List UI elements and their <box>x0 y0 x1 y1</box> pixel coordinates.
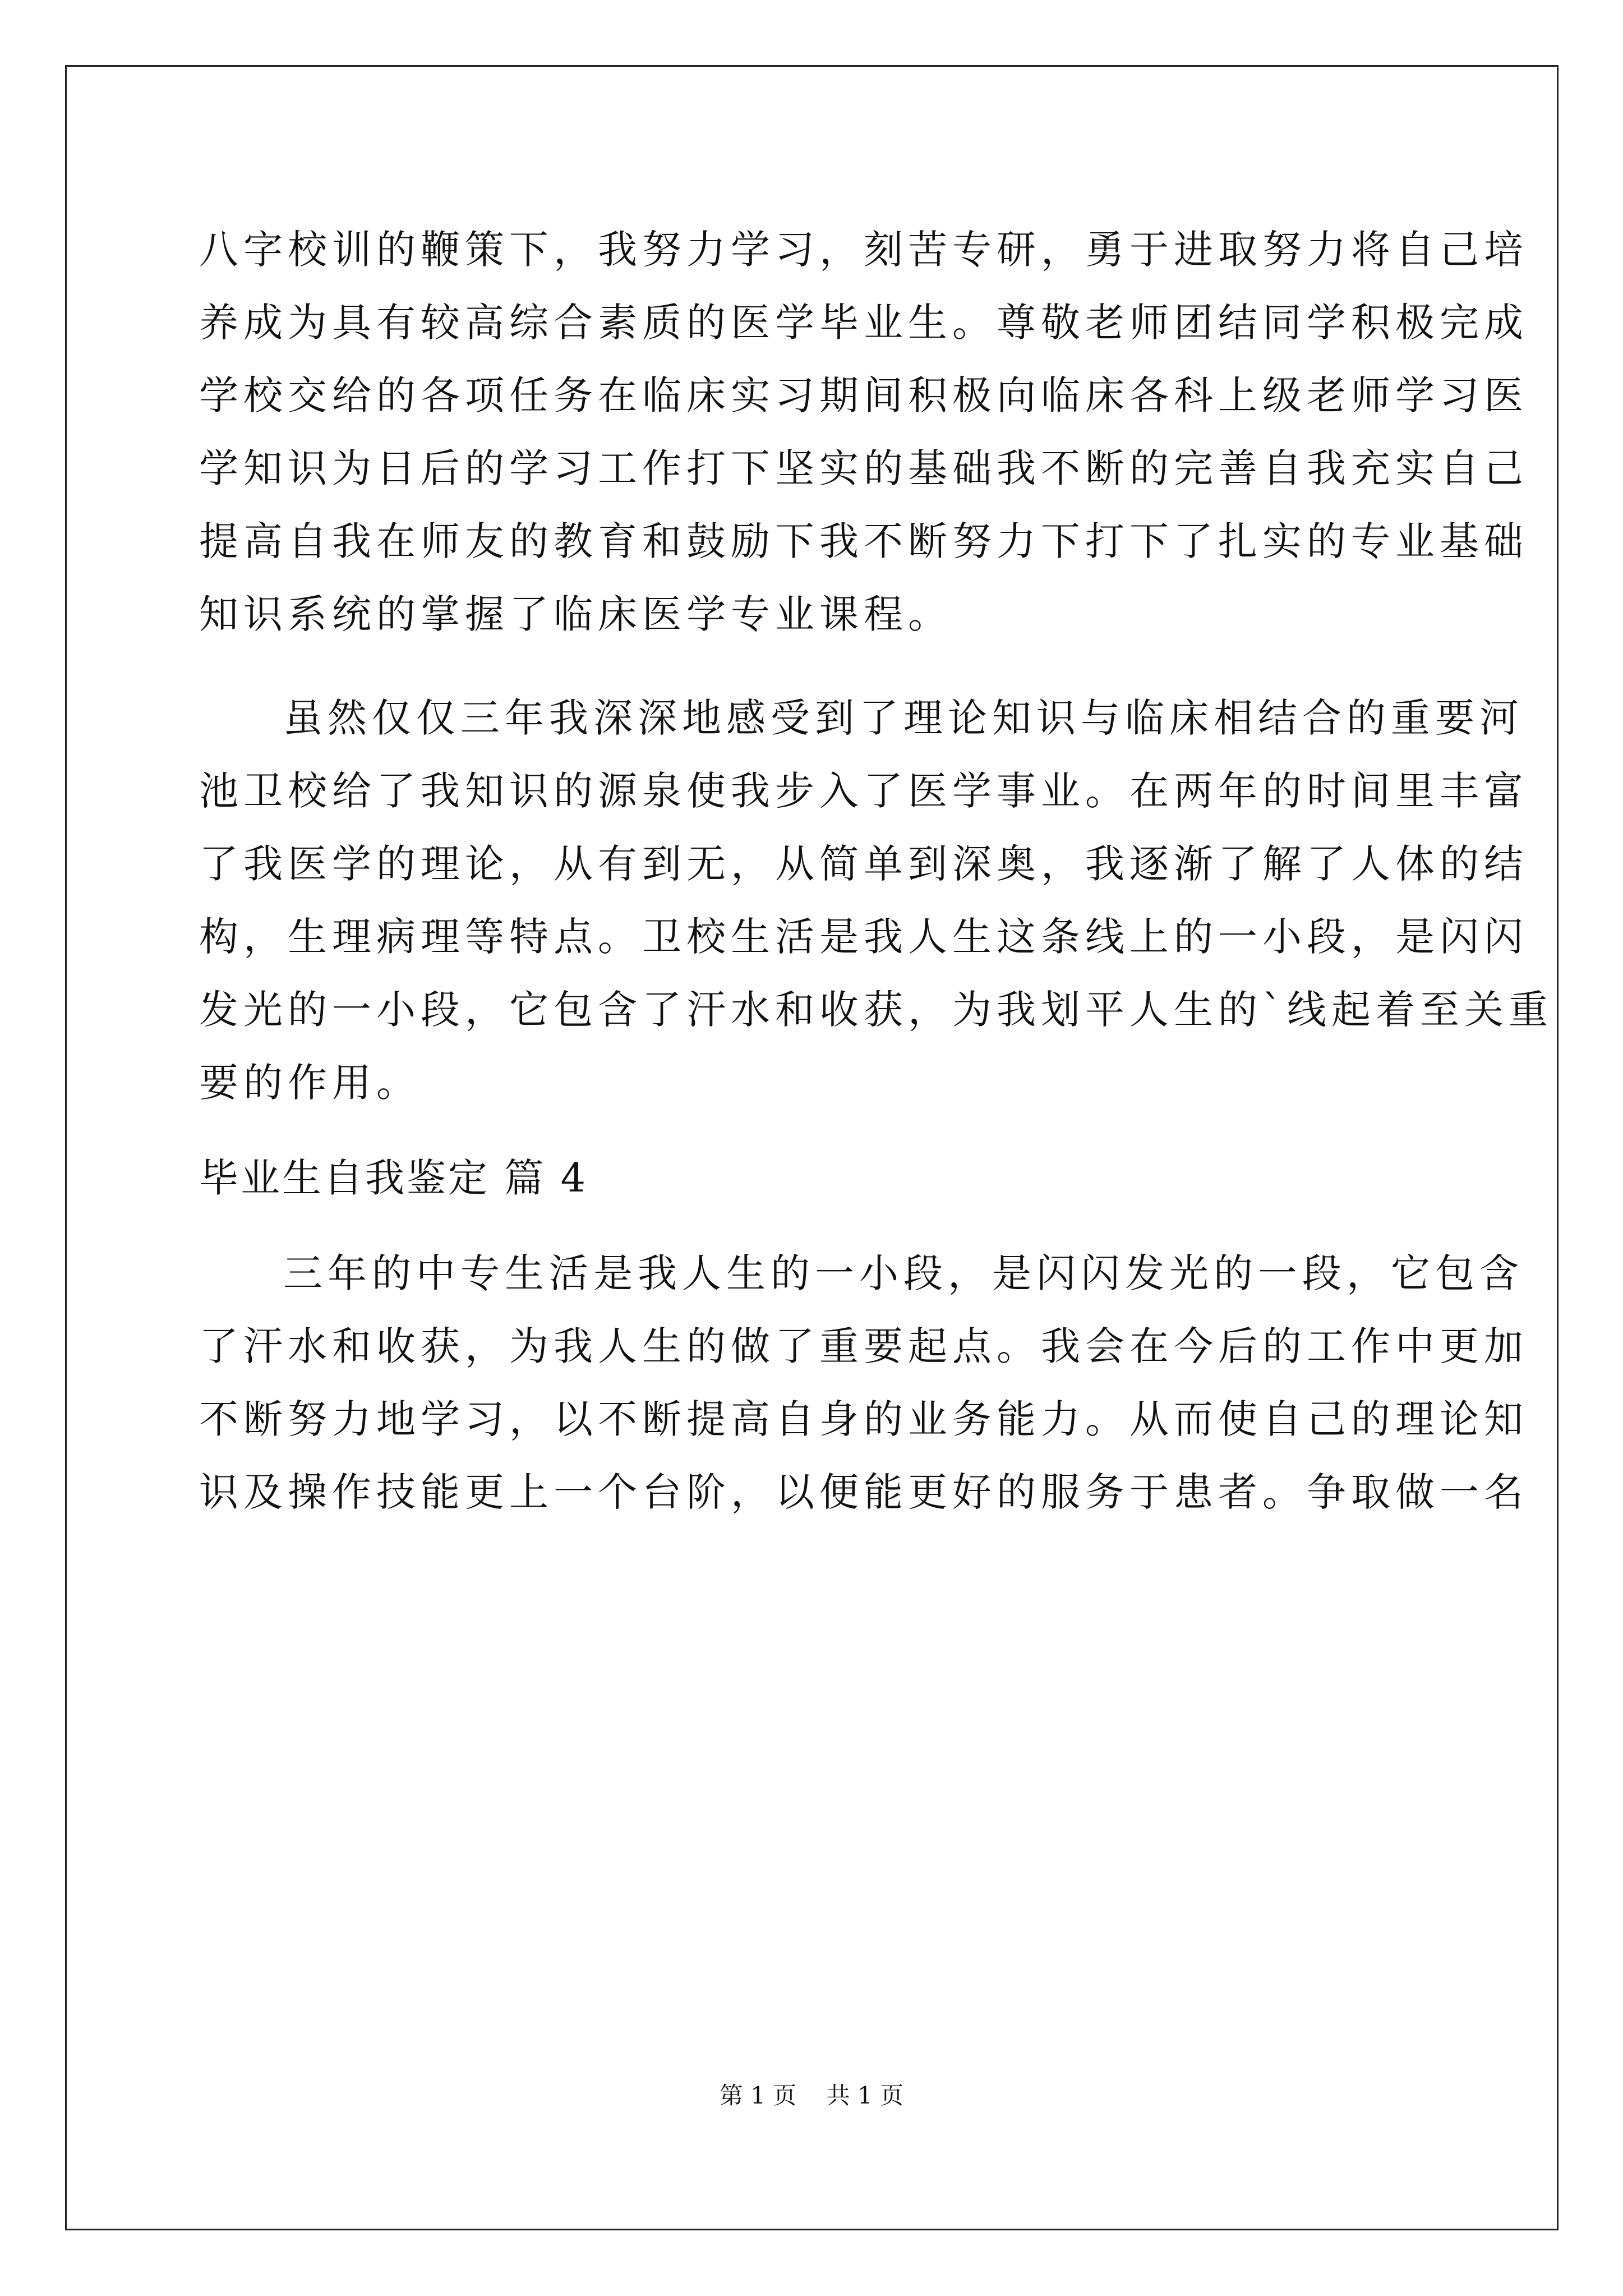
paragraph-3-line-2: 了汗水和收获，为我人生的做了重要起点。我会在今后的工作中更加 <box>199 1323 1528 1369</box>
paragraph-2-line-2: 池卫校给了我知识的源泉使我步入了医学事业。在两年的时间里丰富 <box>199 768 1528 814</box>
paragraph-2-line-3: 了我医学的理论，从有到无，从简单到深奥，我逐渐了解了人体的结 <box>199 841 1528 887</box>
page-footer: 第 1 页 共 1 页 <box>719 2082 904 2109</box>
paragraph-2-line-4: 构，生理病理等特点。卫校生活是我人生这条线上的一小段，是闪闪 <box>199 914 1528 960</box>
paragraph-3-line-4: 识及操作技能更上一个台阶，以便能更好的服务于患者。争取做一名 <box>199 1469 1528 1515</box>
paragraph-1-line-2: 养成为具有较高综合素质的医学毕业生。尊敬老师团结同学积极完成 <box>199 300 1528 346</box>
paragraph-1-line-3: 学校交给的各项任务在临床实习期间积极向临床各科上级老师学习医 <box>199 372 1528 418</box>
paragraph-2-line-5: 发光的一小段，它包含了汗水和收获，为我划平人生的`线起着至关重 <box>199 987 1553 1033</box>
paragraph-2-line-1: 虽然仅仅三年我深深地感受到了理论知识与临床相结合的重要河 <box>283 695 1524 741</box>
document-body <box>199 0 1553 2019</box>
paragraph-1-line-6: 知识系统的掌握了临床医学专业课程。 <box>199 591 952 637</box>
paragraph-2-line-6: 要的作用。 <box>199 1060 421 1106</box>
paragraph-1-line-5: 提高自我在师友的教育和鼓励下我不断努力下打下了扎实的专业基础 <box>199 518 1528 564</box>
section-heading: 毕业生自我鉴定 篇 4 <box>199 1155 588 1201</box>
paragraph-3-line-1: 三年的中专生活是我人生的一小段，是闪闪发光的一段，它包含 <box>283 1250 1524 1296</box>
paragraph-1-line-4: 学知识为日后的学习工作打下坚实的基础我不断的完善自我充实自己 <box>199 445 1528 491</box>
paragraph-1-line-1: 八字校训的鞭策下，我努力学习，刻苦专研，勇于进取努力将自己培 <box>199 227 1528 273</box>
paragraph-3-line-3: 不断努力地学习，以不断提高自身的业务能力。从而使自己的理论知 <box>199 1396 1528 1442</box>
